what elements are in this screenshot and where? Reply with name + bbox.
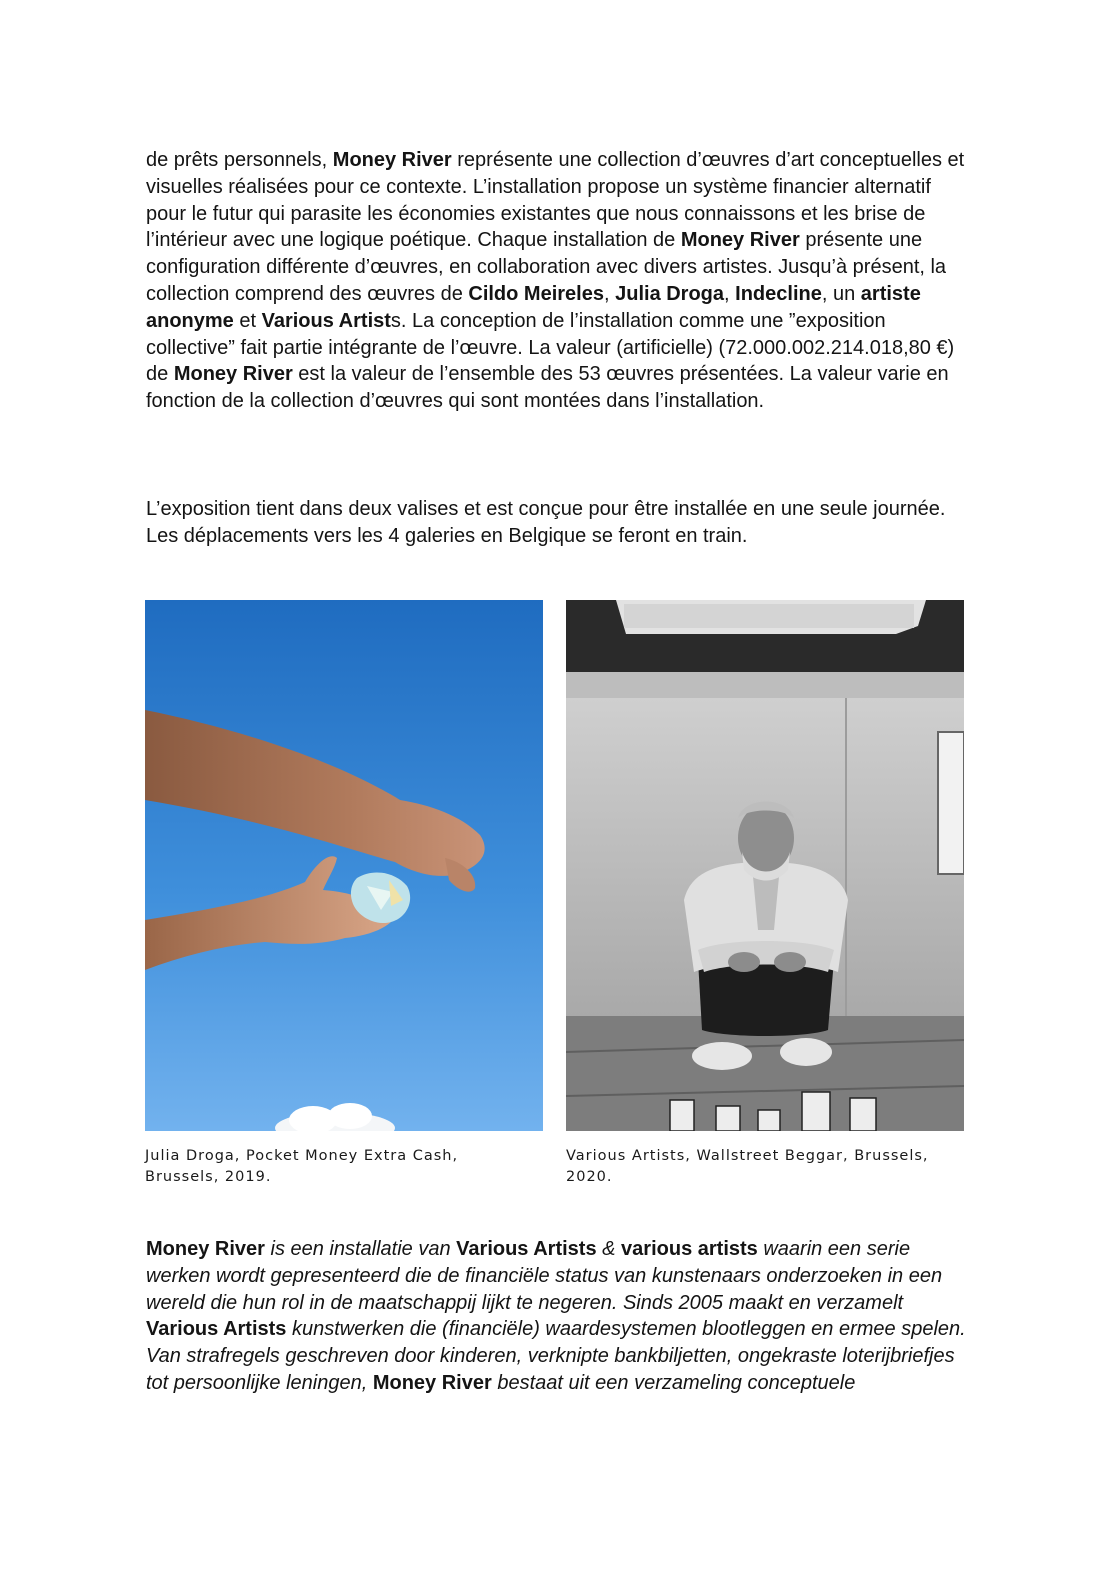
text-run: L’exposition tient dans deux valises et est conçue pour être installée en une seule journée. Les déplacements vers les 4 galeries en Belgique se feront en train. bbox=[146, 498, 946, 547]
paragraph-text bbox=[146, 147, 966, 415]
text-run: de prêts personnels, bbox=[146, 149, 333, 171]
text-run: est la valeur de l’ensemble des 53 œuvres présentées. La valeur varie en fonction de la collection d’œuvres qui sont montées dans l’installation. bbox=[146, 363, 949, 413]
paragraph-french-intro bbox=[146, 147, 966, 415]
figure-caption: Julia Droga, Pocket Money Extra Cash, Brussels, 2019. bbox=[145, 1148, 459, 1185]
photo-seated-man bbox=[566, 600, 964, 1131]
bold-text-run: Various Artists bbox=[456, 1238, 597, 1260]
paragraph-french-exhibition bbox=[146, 496, 966, 550]
text-run: bestaat uit een verzameling conceptuele bbox=[491, 1371, 856, 1394]
text-run: s. La conception de l’installation comme une ”exposition collective” fait partie intégrante de l’œuvre. La valeur (artificielle) (72.000.002.214.018,80 €) de bbox=[146, 309, 955, 386]
bold-text-run: Various Artist bbox=[261, 309, 391, 332]
text-run: & bbox=[596, 1238, 622, 1260]
bold-text-run: Indecline bbox=[735, 282, 822, 305]
text-run: is een installatie van bbox=[264, 1238, 457, 1260]
bold-text-run: Various Artists bbox=[146, 1318, 287, 1341]
bold-text-run: various artists bbox=[621, 1238, 758, 1260]
paragraph-text bbox=[146, 1236, 966, 1397]
figure-caption: Various Artists, Wallstreet Beggar, Brussels, 2020. bbox=[566, 1148, 929, 1185]
photo-hands-sky bbox=[145, 600, 543, 1131]
bold-text-run: Cildo Meireles bbox=[468, 282, 604, 305]
text-run: , bbox=[603, 282, 616, 305]
bold-text-run: Money River bbox=[146, 1238, 265, 1260]
paragraph-dutch-intro bbox=[146, 1236, 966, 1397]
text-run: présente une configuration différente d’œuvres, en collaboration avec divers artistes. Jusqu’à présent, la collection comprend des œuvres de bbox=[146, 229, 947, 305]
text-run: kunstwerken die (financiële) waardesystemen blootleggen en ermee spelen. Van strafregels geschreven door kinderen, verknipte bankbiljetten, ongekraste loterijbriefjes tot persoonlijke leningen, bbox=[146, 1318, 966, 1394]
text-run: , bbox=[724, 282, 736, 305]
text-run: , un bbox=[821, 282, 861, 305]
text-run: et bbox=[233, 309, 262, 332]
bold-text-run: Money River bbox=[173, 363, 293, 386]
bold-text-run: Money River bbox=[680, 229, 800, 252]
bold-text-run: artiste anonyme bbox=[146, 282, 921, 332]
bold-text-run: Money River bbox=[332, 149, 452, 171]
text-run: représente une collection d’œuvres d’art conceptuelles et visuelles réalisées pour ce contexte. L’installation propose un système financier alternatif pour le futur qui parasite les économies existantes que nous connaissons et les brise de l’intérieur avec une logique poétique. Chaque installation de bbox=[146, 149, 965, 252]
figure-pocket-money bbox=[145, 600, 543, 1188]
figure-wallstreet-beggar bbox=[566, 600, 964, 1188]
text-run: waarin een serie werken wordt gepresenteerd die de financiële status van kunstenaars onderzoeken in een wereld die hun rol in de maatschappij lijkt te negeren. Sinds 2005 maakt en verzamelt bbox=[146, 1238, 943, 1314]
bold-text-run: Julia Droga bbox=[615, 282, 725, 305]
bold-text-run: Money River bbox=[372, 1371, 492, 1394]
paragraph-text bbox=[146, 496, 966, 550]
